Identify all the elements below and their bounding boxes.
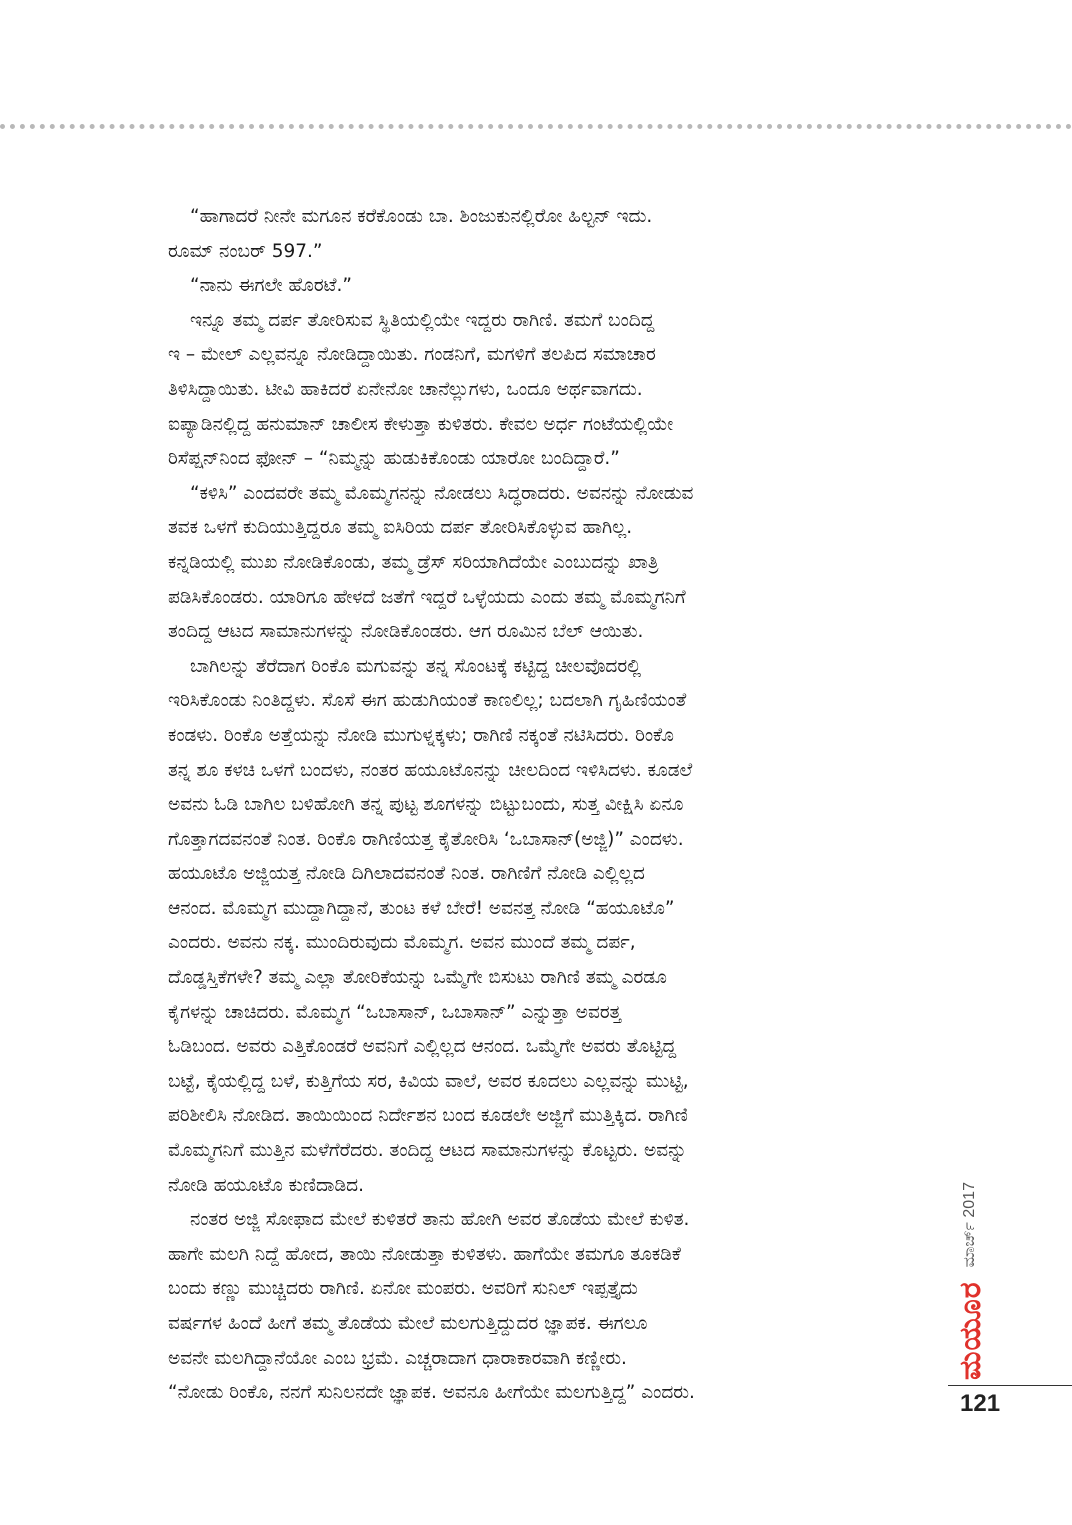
text-line: ಬಟ್ಟೆ, ಕೈಯಲ್ಲಿದ್ದ ಬಳೆ, ಕುತ್ತಿಗೆಯ ಸರ, ಕಿವಿಯ ವಾಲೆ, ಅವರ ಕೂದಲು ಎಲ್ಲವನ್ನು ಮುಟ್ಟಿ, (168, 1070, 689, 1092)
text-line: ತಂದಿದ್ದ ಆಟದ ಸಾಮಾನುಗಳನ್ನು ನೋಡಿಕೊಂಡರು. ಆಗ ರೂಮಿನ ಬೆಲ್ ಆಯಿತು. (168, 621, 644, 643)
story-text (168, 200, 912, 1411)
text-line: ಕನ್ನಡಿಯಲ್ಲಿ ಮುಖ ನೋಡಿಕೊಂಡು, ತಮ್ಮ ಡ್ರೆಸ್ ಸರಿಯಾಗಿದೆಯೇ ಎಂಬುದನ್ನು ಖಾತ್ರಿ (168, 551, 659, 573)
text-line: ತಿಳಿಸಿದ್ದಾಯಿತು. ಟೀವಿ ಹಾಕಿದರೆ ಏನೇನೋ ಚಾನೆಲ್ಲುಗಳು, ಒಂದೂ ಅರ್ಥವಾಗದು. (168, 378, 643, 400)
text-line: ಹಯೂಟೊ ಅಜ್ಜಿಯತ್ತ ನೋಡಿ ದಿಗಿಲಾದವನಂತೆ ನಿಂತ. ರಾಗಿಣಿಗೆ ನೋಡಿ ಎಲ್ಲಿಲ್ಲದ (168, 863, 645, 885)
text-line: ಇನ್ನೂ ತಮ್ಮ ದರ್ಪ ತೋರಿಸುವ ಸ್ಥಿತಿಯಲ್ಲಿಯೇ ಇದ್ದರು ರಾಗಿಣಿ. ತಮಗೆ ಬಂದಿದ್ದ (190, 309, 655, 331)
text-line: ಗೊತ್ತಾಗದವನಂತೆ ನಿಂತ. ರಿಂಕೊ ರಾಗಿಣಿಯತ್ತ ಕೈತೋರಿಸಿ ‘ಒಬಾಸಾನ್(ಅಜ್ಜಿ)” ಎಂದಳು. (168, 828, 684, 850)
text-line: ವರ್ಷಗಳ ಹಿಂದೆ ಹೀಗೆ ತಮ್ಮ ತೊಡೆಯ ಮೇಲೆ ಮಲಗುತ್ತಿದ್ದುದರ ಜ್ಞಾಪಕ. ಈಗಲೂ (168, 1313, 648, 1334)
text-line: ನೋಡಿ ಹಯೂಟೊ ಕುಣಿದಾಡಿದ. (168, 1174, 364, 1196)
text-line: ಓಡಿಬಂದ. ಅವರು ಎತ್ತಿಕೊಂಡರೆ ಅವನಿಗೆ ಎಲ್ಲಿಲ್ಲದ ಆನಂದ. ಒಮ್ಮೆಗೇ ಅವರು ತೊಟ್ಟಿದ್ದ (168, 1036, 677, 1058)
text-line: ದೊಡ್ಡಸ್ತಿಕೆಗಳೇ? ತಮ್ಮ ಎಲ್ಲಾ ತೋರಿಕೆಯನ್ನು ಒಮ್ಮೆಗೇ ಬಿಸುಟು ರಾಗಿಣಿ ತಮ್ಮ ಎರಡೂ (168, 967, 667, 989)
text-line: ಬಂದು ಕಣ್ಣು ಮುಚ್ಚಿದರು ರಾಗಿಣಿ. ಏನೋ ಮಂಪರು. ಅವರಿಗೆ ಸುನಿಲ್ ಇಪ್ಪತ್ತೈದು (168, 1278, 638, 1300)
text-line: ರೂಮ್ ನಂಬರ್ 597.” (168, 240, 323, 262)
text-line: “ನೋಡು ರಿಂಕೊ, ನನಗೆ ಸುನಿಲನದೇ ಜ್ಞಾಪಕ. ಅವನೂ ಹೀಗೆಯೇ ಮಲಗುತ್ತಿದ್ದ” ಎಂದರು. (168, 1382, 695, 1404)
text-line: ಪಡಿಸಿಕೊಂಡರು. ಯಾರಿಗೂ ಹೇಳದೆ ಜತೆಗೆ ಇದ್ದರೆ ಒಳ್ಳೆಯದು ಎಂದು ತಮ್ಮ ಮೊಮ್ಮಗನಿಗೆ (168, 586, 686, 608)
text-line: ಕಂಡಳು. ರಿಂಕೊ ಅತ್ತೆಯನ್ನು ನೋಡಿ ಮುಗುಳ್ನಕ್ಕಳು; ರಾಗಿಣಿ ನಕ್ಕಂತೆ ನಟಿಸಿದರು. ರಿಂಕೊ (168, 724, 674, 746)
text-line: ಹಾಗೇ ಮಲಗಿ ನಿದ್ದೆ ಹೋದ, ತಾಯಿ ನೋಡುತ್ತಾ ಕುಳಿತಳು. ಹಾಗೆಯೇ ತಮಗೂ ತೂಕಡಿಕೆ (168, 1243, 681, 1265)
text-line: ನಂತರ ಅಜ್ಜಿ ಸೋಫಾದ ಮೇಲೆ ಕುಳಿತರೆ ತಾನು ಹೋಗಿ ಅವರ ತೊಡೆಯ ಮೇಲೆ ಕುಳಿತ. (190, 1209, 690, 1231)
text-line: ತನ್ನ ಶೂ ಕಳಚಿ ಒಳಗೆ ಬಂದಳು, ನಂತರ ಹಯೂಟೊನನ್ನು ಚೀಲದಿಂದ ಇಳಿಸಿದಳು. ಕೂಡಲೆ (168, 759, 693, 781)
text-line: ಐಪ್ಯಾಡಿನಲ್ಲಿದ್ದ ಹನುಮಾನ್ ಚಾಲೀಸ ಕೇಳುತ್ತಾ ಕುಳಿತರು. ಕೇವಲ ಅರ್ಧ ಗಂಟೆಯಲ್ಲಿಯೇ (168, 413, 674, 435)
page-number-rule (948, 1385, 1072, 1386)
text-line: ಇರಿಸಿಕೊಂಡು ನಿಂತಿದ್ದಳು. ಸೊಸೆ ಈಗ ಹುಡುಗಿಯಂತೆ ಕಾಣಲಿಲ್ಲ; ಬದಲಾಗಿ ಗೃಹಿಣಿಯಂತೆ (168, 690, 687, 712)
text-line: ಕೈಗಳನ್ನು ಚಾಚಿದರು. ಮೊಮ್ಮಗ “ಒಬಾಸಾನ್, ಒಬಾಸಾನ್” ಎನ್ನುತ್ತಾ ಅವರತ್ತ (168, 1001, 622, 1023)
text-line: ಬಾಗಿಲನ್ನು ತೆರೆದಾಗ ರಿಂಕೊ ಮಗುವನ್ನು ತನ್ನ ಸೊಂಟಕ್ಕೆ ಕಟ್ಟಿದ್ದ ಚೀಲವೊದರಲ್ಲಿ (190, 655, 642, 677)
text-line: “ಕಳಿಸಿ” ಎಂದವರೇ ತಮ್ಮ ಮೊಮ್ಮಗನನ್ನು ನೋಡಲು ಸಿದ್ಧರಾದರು. ಅವನನ್ನು ನೋಡುವ (190, 482, 694, 504)
text-line: ಅವನೇ ಮಲಗಿದ್ದಾನೆಯೋ ಎಂಬ ಭ್ರಮೆ. ಎಚ್ಚರಾದಾಗ ಧಾರಾಕಾರವಾಗಿ ಕಣ್ಣೀರು. (168, 1347, 627, 1369)
text-line: ಎಂದರು. ಅವನು ನಕ್ಕ. ಮುಂದಿರುವುದು ಮೊಮ್ಮಗ. ಅವನ ಮುಂದೆ ತಮ್ಮ ದರ್ಪ, (168, 932, 636, 954)
text-line: ಆನಂದ. ಮೊಮ್ಮಗ ಮುದ್ದಾಗಿದ್ದಾನೆ, ತುಂಟ ಕಳೆ ಬೇರೆ! ಅವನತ್ತ ನೋಡಿ “ಹಯೂಟೊ” (168, 897, 675, 919)
text-line: ಅವನು ಓಡಿ ಬಾಗಿಲ ಬಳಿಹೋಗಿ ತನ್ನ ಪುಟ್ಟ ಶೂಗಳನ್ನು ಬಿಟ್ಟುಬಂದು, ಸುತ್ತ ವೀಕ್ಷಿಸಿ ಏನೂ (168, 794, 684, 816)
text-line: ಇ – ಮೇಲ್ ಎಲ್ಲವನ್ನೂ ನೋಡಿದ್ದಾಯಿತು. ಗಂಡನಿಗೆ, ಮಗಳಿಗೆ ತಲಪಿದ ಸಮಾಚಾರ (168, 344, 656, 366)
text-line: ರಿಸೆಪ್ಷನ್‌ನಿಂದ ಫೋನ್ – “ನಿಮ್ಮನ್ನು ಹುಡುಕಿಕೊಂಡು ಯಾರೋ ಬಂದಿದ್ದಾರೆ.” (168, 448, 620, 470)
issue-date: ಮಾರ್ಚ್ 2017 (961, 1182, 978, 1268)
text-line: ಪರಿಶೀಲಿಸಿ ನೋಡಿದ. ತಾಯಿಯಿಂದ ನಿರ್ದೇಶನ ಬಂದ ಕೂಡಲೇ ಅಜ್ಜಿಗೆ ಮುತ್ತಿಕ್ಕಿದ. ರಾಗಿಣಿ (168, 1105, 688, 1127)
top-dotted-rule (0, 124, 1072, 129)
text-line: “ನಾನು ಈಗಲೇ ಹೊರಟೆ.” (190, 275, 352, 297)
magazine-masthead: ಮಯೂರ (952, 1281, 988, 1380)
text-line: ತವಕ ಒಳಗೆ ಕುದಿಯುತ್ತಿದ್ದರೂ ತಮ್ಮ ಐಸಿರಿಯ ದರ್ಪ ತೋರಿಸಿಕೊಳ್ಳುವ ಹಾಗಿಲ್ಲ. (168, 517, 633, 539)
text-line: “ಹಾಗಾದರೆ ನೀನೇ ಮಗೂನ ಕರೆಕೊಂಡು ಬಾ. ಶಿಂಜುಕುನಲ್ಲಿರೋ ಹಿಲ್ಟನ್ ಇದು. (190, 206, 653, 227)
spine (948, 1040, 992, 1380)
page-number: 121 (960, 1390, 1001, 1417)
text-line: ಮೊಮ್ಮಗನಿಗೆ ಮುತ್ತಿನ ಮಳೆಗೆರೆದರು. ತಂದಿದ್ದ ಆಟದ ಸಾಮಾನುಗಳನ್ನು ಕೊಟ್ಟರು. ಅವನ್ನು (168, 1140, 687, 1162)
